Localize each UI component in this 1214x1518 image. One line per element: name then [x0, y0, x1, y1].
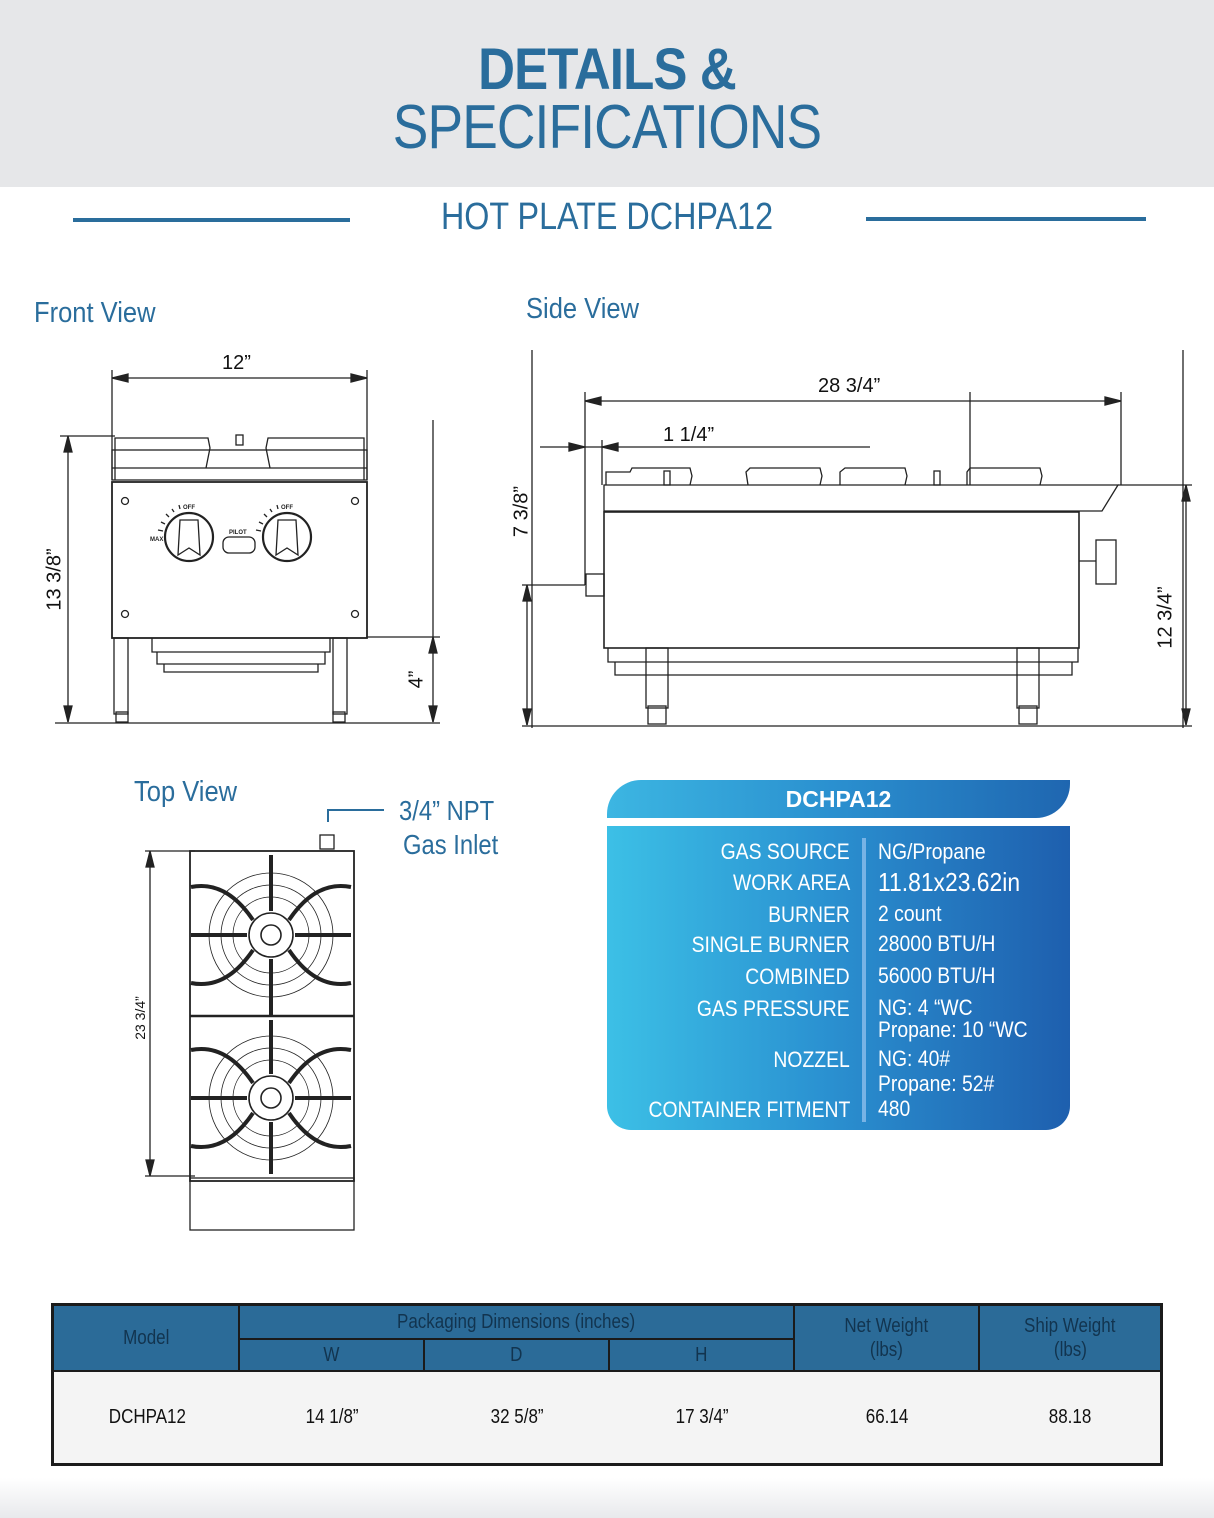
th-ship-weight: Ship Weight (lbs) — [980, 1306, 1160, 1372]
top-view-label: Top View — [134, 776, 238, 808]
side-total-height-dim: 12 3/4” — [1154, 586, 1177, 649]
svg-text:MAX: MAX — [150, 537, 164, 543]
side-length-dim: 28 3/4” — [818, 375, 881, 397]
front-leg-dim: 4” — [405, 670, 428, 689]
th-packaging-dimensions: Packaging Dimensions (inches) — [240, 1306, 795, 1340]
front-width-dim: 12” — [222, 352, 251, 374]
spec-value-work-area: 11.81x23.62in — [878, 867, 1021, 897]
th-h: H — [610, 1340, 795, 1372]
spec-value-nozzel-ng: NG: 40# — [878, 1046, 951, 1071]
th-w: W — [240, 1340, 425, 1372]
spec-value-gas-source: NG/Propane — [878, 839, 986, 864]
cell-h: 17 3/4” — [676, 1406, 729, 1428]
svg-text:PILOT: PILOT — [229, 530, 247, 536]
side-inlet-height-dim: 7 3/8” — [510, 485, 533, 538]
page-title-line1: DETAILS & — [478, 37, 736, 102]
spec-label-gas-pressure: GAS PRESSURE — [697, 996, 850, 1021]
cell-model: DCHPA12 — [108, 1406, 186, 1428]
spec-value-container-fitment: 480 — [878, 1096, 911, 1121]
front-view-label: Front View — [34, 297, 156, 329]
spec-value-gas-pressure-propane: Propane: 10 “WC — [878, 1017, 1028, 1042]
spec-value-gas-pressure-ng: NG: 4 “WC — [878, 995, 973, 1020]
gas-inlet-callout-line2: Gas Inlet — [403, 829, 499, 860]
th-net-weight: Net Weight (lbs) — [795, 1306, 980, 1372]
spec-value-nozzel-propane: Propane: 52# — [878, 1071, 995, 1096]
th-model: Model — [54, 1306, 240, 1372]
cell-d: 32 5/8” — [491, 1406, 544, 1428]
spec-label-combined: COMBINED — [745, 964, 850, 989]
spec-card-header: DCHPA12 — [607, 780, 1070, 818]
page-title-line2: SPECIFICATIONS — [392, 93, 822, 162]
spec-label-burner: BURNER — [768, 902, 850, 927]
cell-net-weight: 66.14 — [866, 1406, 909, 1428]
svg-text:OFF: OFF — [183, 505, 195, 511]
spec-label-container-fitment: CONTAINER FITMENT — [648, 1097, 850, 1122]
spec-divider — [862, 838, 866, 1122]
spec-label-gas-source: GAS SOURCE — [720, 839, 850, 864]
spec-value-burner: 2 count — [878, 901, 942, 926]
gas-inlet-callout-line1: 3/4” NPT — [399, 795, 495, 826]
spec-value-combined: 56000 BTU/H — [878, 963, 996, 988]
spec-label-work-area: WORK AREA — [732, 870, 850, 895]
bottom-fade — [0, 1478, 1214, 1518]
side-view-label: Side View — [526, 293, 640, 325]
side-inlet-offset-dim: 1 1/4” — [663, 424, 715, 446]
packaging-table — [51, 1303, 1163, 1466]
front-height-dim: 13 3/8” — [43, 548, 66, 611]
product-title: HOT PLATE DCHPA12 — [440, 196, 774, 238]
cell-w: 14 1/8” — [306, 1406, 359, 1428]
spec-label-single-burner: SINGLE BURNER — [691, 932, 850, 957]
top-depth-dim: 23 3/4” — [132, 996, 148, 1040]
cell-ship-weight: 88.18 — [1048, 1406, 1092, 1428]
th-d: D — [425, 1340, 610, 1372]
spec-value-single-burner: 28000 BTU/H — [878, 931, 996, 956]
spec-label-nozzel: NOZZEL — [773, 1047, 850, 1072]
spec-card — [607, 826, 1070, 1130]
svg-text:OFF: OFF — [281, 505, 293, 511]
